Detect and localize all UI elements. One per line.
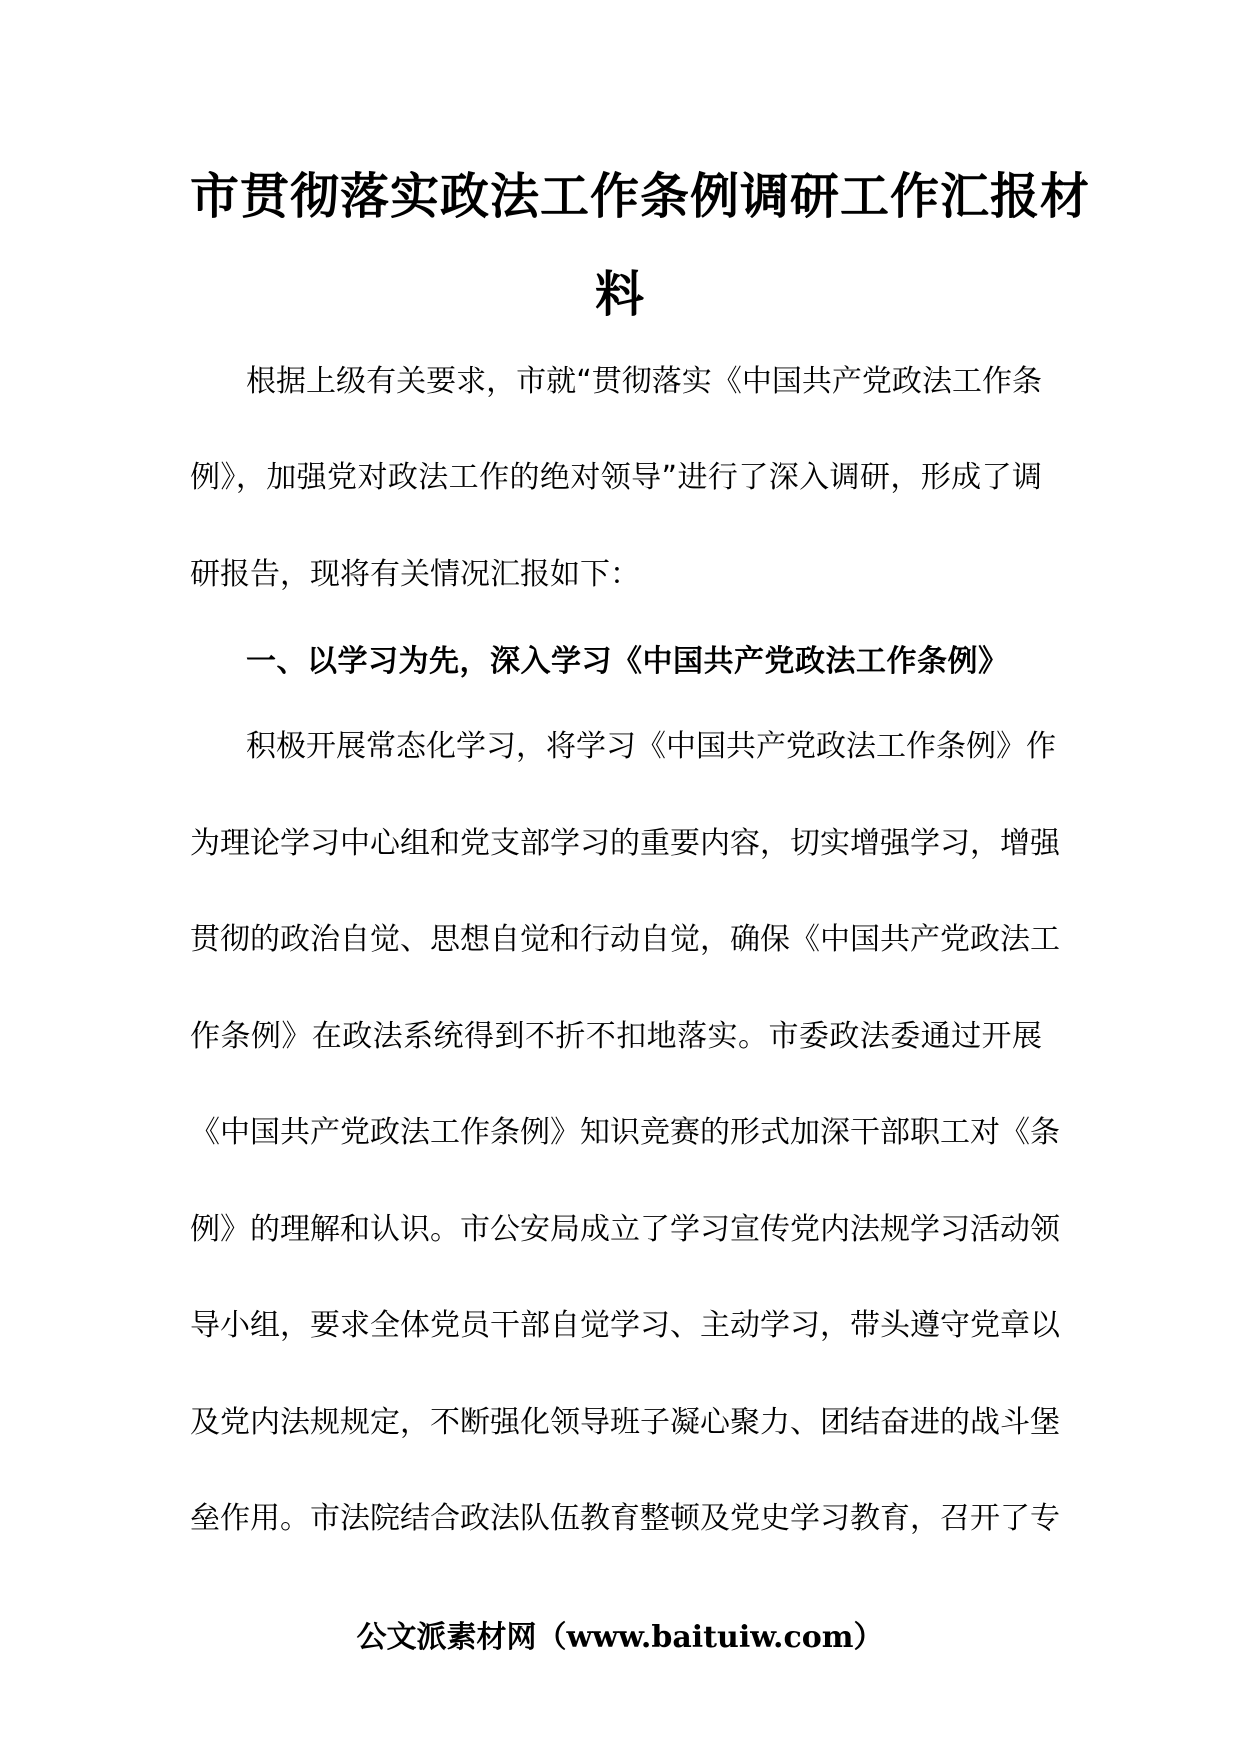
body-line-5: 《中国共产党政法工作条例》知识竞赛的形式加深干部职工对《条 <box>190 1115 1060 1150</box>
intro-line-2: 例》，加强党对政法工作的绝对领导”进行了深入调研，形成了调 <box>190 460 1042 495</box>
body-line-2: 为理论学习中心组和党支部学习的重要内容，切实增强学习，增强 <box>190 826 1060 861</box>
body-line-3: 贯彻的政治自觉、思想自觉和行动自觉，确保《中国共产党政法工 <box>190 922 1060 957</box>
document-title-line-1: 市贯彻落实政法工作条例调研工作汇报材 <box>190 167 1091 225</box>
intro-line-1: 根据上级有关要求，市就“贯彻落实《中国共产党政法工作条 <box>246 364 1042 399</box>
document-title-line-2: 料 <box>594 265 645 323</box>
body-line-1: 积极开展常态化学习，将学习《中国共产党政法工作条例》作 <box>246 729 1056 764</box>
section-heading: 一、以学习为先，深入学习《中国共产党政法工作条例》 <box>246 644 1009 679</box>
body-line-6: 例》的理解和认识。市公安局成立了学习宣传党内法规学习活动领 <box>190 1212 1060 1247</box>
body-line-9: 垒作用。市法院结合政法队伍教育整顿及党史学习教育，召开了专 <box>190 1501 1060 1536</box>
body-line-7: 导小组，要求全体党员干部自觉学习、主动学习，带头遵守党章以 <box>190 1308 1060 1343</box>
body-line-8: 及党内法规规定，不断强化领导班子凝心聚力、团结奋进的战斗堡 <box>190 1405 1060 1440</box>
body-line-4: 作条例》在政法系统得到不折不扣地落实。市委政法委通过开展 <box>190 1019 1042 1054</box>
footer-watermark-text: 公文派素材网（www.baituiw.com） <box>356 1620 884 1655</box>
intro-line-3: 研报告，现将有关情况汇报如下： <box>190 557 640 592</box>
